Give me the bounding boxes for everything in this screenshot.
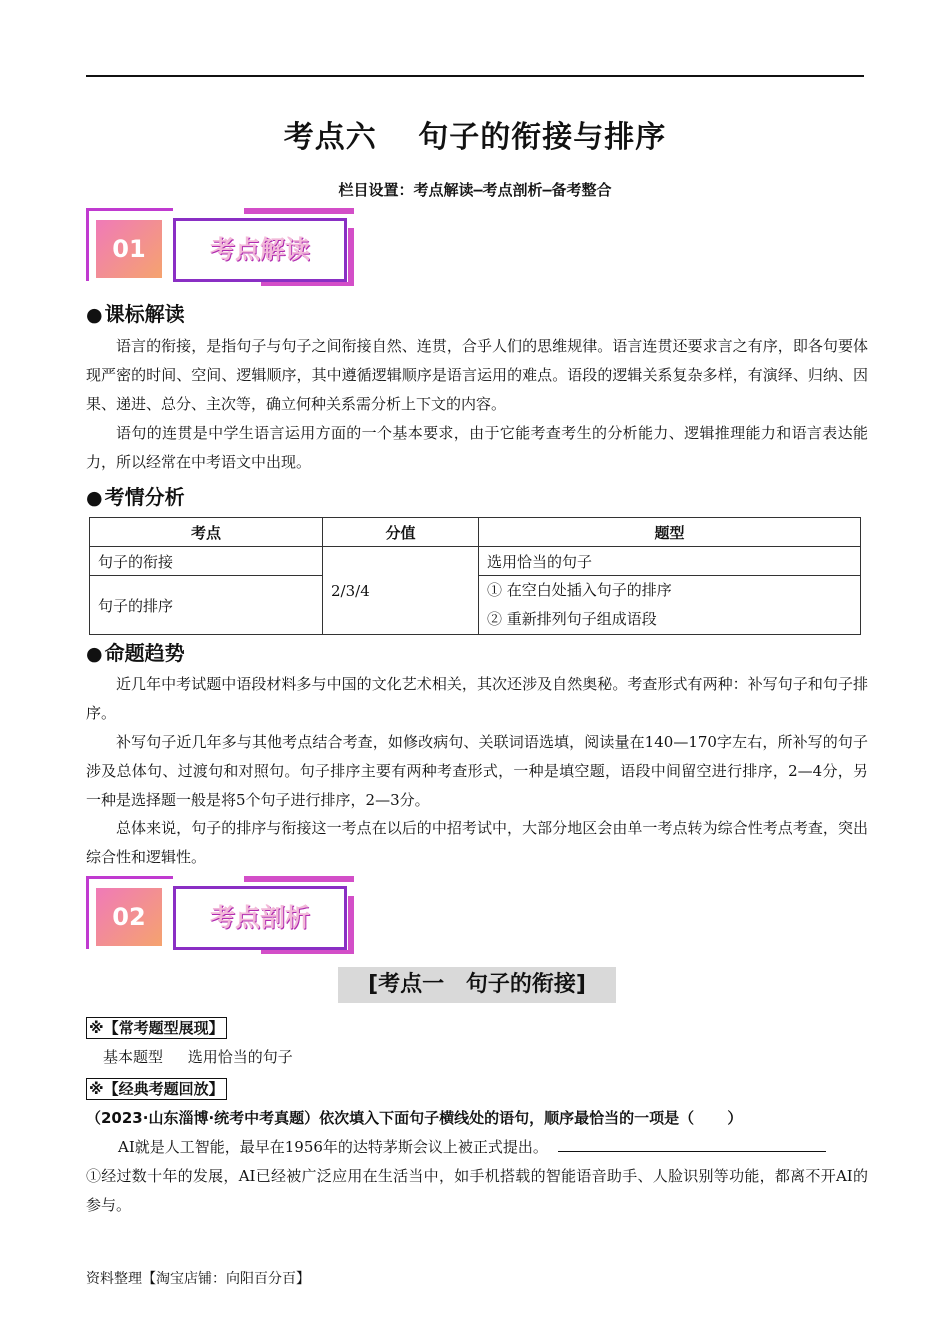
analysis-table: [89, 517, 861, 635]
tag-changkao: ※【常考题型展现】: [86, 1017, 227, 1039]
table-cell: [479, 576, 861, 635]
footer-note: 资料整理【淘宝店铺：向阳百分百】: [86, 1271, 310, 1287]
banner-label-box: [173, 886, 347, 950]
heading-kaoqing: ● 考情分析: [86, 485, 185, 509]
page-title: 考点六 句子的衔接与排序: [283, 120, 667, 155]
banner-accent: [244, 876, 354, 882]
paragraph: 语言的衔接，是指句子与句子之间衔接自然、连贯，合乎人们的思维规律。语言连贯还要求言之有序，即各句要体现严密的时间、空间、逻辑顺序，其中遵循逻辑顺序是语言运用的难点。语段的逻辑关系复杂多样，有演绎、归纳、因果、递进、总分、主次等，确立何种关系需分析上下文的内容。: [86, 337, 868, 413]
heading-mingti: ● 命题趋势: [86, 641, 185, 665]
table-row: [90, 547, 861, 576]
option-paragraph: ①经过数十年的发展，AI已经被广泛应用在生活当中，如手机搭载的智能语音助手、人脸识别等功能，都离不开AI的参与。: [86, 1167, 868, 1214]
banner-number: 01: [96, 220, 162, 278]
bullet-icon: ●: [86, 643, 103, 665]
paragraph: 补写句子近几年多与其他考点结合考查，如修改病句、关联词语选填，阅读量在140—170字左右，所补写的句子涉及总体句、过渡句和对照句。句子排序主要有两种考查形式，一种是填空题，语段中间留空进行排序，2—4分，另一种是选择题一般是将5个句子进行排序，2—3分。: [86, 733, 868, 809]
table-cell: 句子的排序: [90, 576, 323, 635]
table-cell-line: ① 在空白处插入句子的排序: [487, 581, 672, 599]
banner-accent: [261, 282, 354, 286]
table-header: 考点: [90, 518, 323, 547]
paragraph: 近几年中考试题中语段材料多与中国的文化艺术相关，其次还涉及自然奥秘。考查形式有两种：补写句子和句子排序。: [86, 675, 868, 722]
top-rule: [86, 75, 864, 77]
heading-kebiao: ● 课标解读: [86, 302, 185, 326]
bullet-icon: ●: [86, 487, 103, 509]
kaodian-title: [考点一 句子的衔接]: [338, 967, 616, 1003]
banner-accent: [261, 950, 354, 954]
table-cell: 2/3/4: [323, 547, 479, 635]
basic-type: 基本题型 选用恰当的句子: [103, 1048, 293, 1066]
banner-number: 02: [96, 888, 162, 946]
table-cell-line: ② 重新排列句子组成语段: [487, 610, 657, 628]
section-banner-02: [86, 876, 358, 958]
table-cell: 选用恰当的句子: [479, 547, 861, 576]
table-cell: 句子的衔接: [90, 547, 323, 576]
table-header: 分值: [323, 518, 479, 547]
banner-accent: [348, 228, 354, 284]
banner-label: 考点解读: [209, 235, 310, 264]
tag-jingdian: ※【经典考题回放】: [86, 1078, 227, 1100]
answer-blank: [558, 1135, 826, 1152]
table-header: 题型: [479, 518, 861, 547]
banner-accent: [348, 896, 354, 952]
paragraph: 语句的连贯是中学生语言运用方面的一个基本要求，由于它能考查考生的分析能力、逻辑推理能力和语言表达能力，所以经常在中考语文中出现。: [86, 424, 868, 471]
question-prompt: （2023·山东淄博·统考中考真题）依次填入下面句子横线处的语句，顺序最恰当的一项是（ ）: [86, 1109, 743, 1127]
page-subtitle: 栏目设置：考点解读—考点剖析—备考整合: [338, 181, 612, 199]
bullet-icon: ●: [86, 304, 103, 326]
question-stem: AI就是人工智能，最早在1956年的达特茅斯会议上被正式提出。: [118, 1133, 826, 1162]
section-banner-01: [86, 208, 358, 290]
table-header-row: [90, 518, 861, 547]
banner-accent: [244, 208, 354, 214]
paragraph: 总体来说，句子的排序与衔接这一考点在以后的中招考试中，大部分地区会由单一考点转为综合性考点考查，突出综合性和逻辑性。: [86, 819, 868, 866]
banner-label: 考点剖析: [209, 903, 310, 932]
banner-label-box: [173, 218, 347, 282]
